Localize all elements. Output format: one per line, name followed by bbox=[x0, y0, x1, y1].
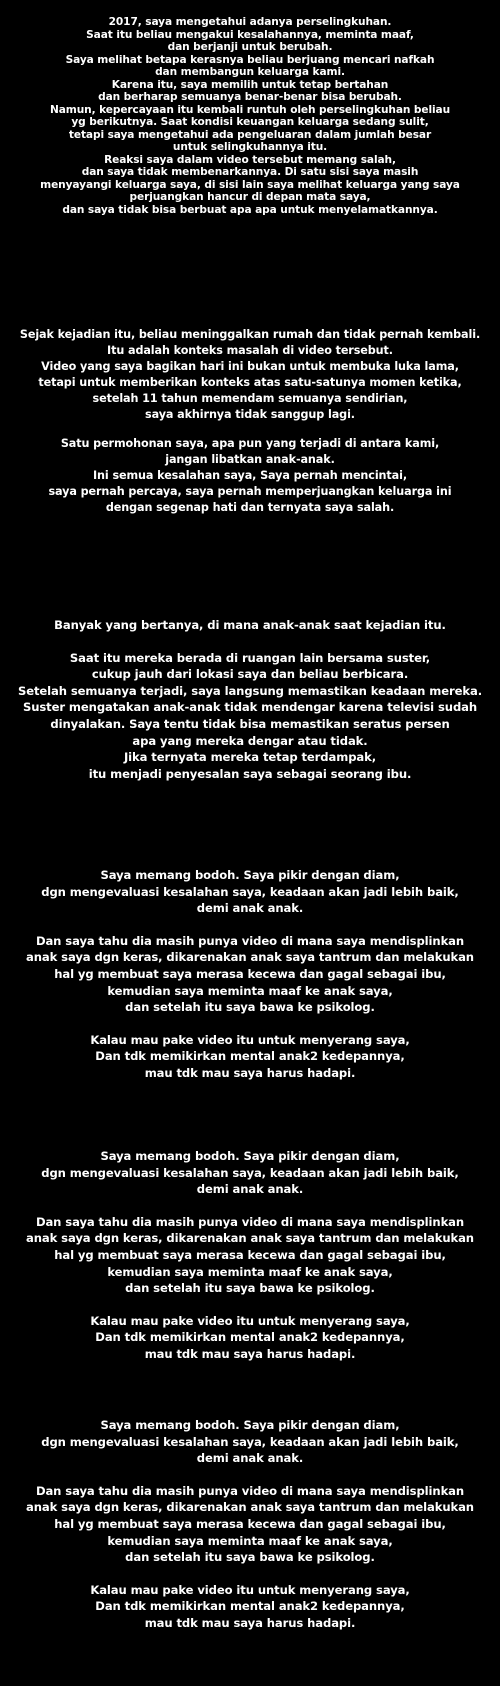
text-line: dengan segenap hati dan ternyata saya salah. bbox=[105, 501, 395, 515]
text-line: setelah 11 tahun memendam semuanya sendirian, bbox=[92, 391, 408, 405]
text-line: perjuangkan hancur di depan mata saya, bbox=[129, 191, 371, 203]
text-line: Dan tdk memikirkan mental anak2 kedepannya, bbox=[95, 1049, 405, 1064]
text-line: mau tdk mau saya harus hadapi. bbox=[144, 1065, 356, 1080]
statement-paragraph-3 bbox=[0, 617, 500, 782]
text-line: Itu adalah konteks masalah di video tersebut. bbox=[107, 343, 393, 357]
paragraph-spacer bbox=[0, 1467, 500, 1483]
paragraph-spacer bbox=[0, 1016, 500, 1032]
text-line: Satu permohonan saya, apa pun yang terjadi di antara kami, bbox=[60, 437, 440, 451]
paragraph-spacer bbox=[0, 1198, 500, 1214]
text-line: hal yg membuat saya merasa kecewa dan gagal sebagai ibu, bbox=[54, 966, 446, 981]
text-line: Karena itu, saya memilih untuk tetap bertahan bbox=[111, 78, 389, 91]
text-line: dan setelah itu saya bawa ke psikolog. bbox=[125, 1000, 375, 1015]
text-line: dan saya tidak bisa berbuat apa apa untuk menyelamatkannya. bbox=[62, 203, 438, 216]
text-line: Jika ternyata mereka tetap terdampak, bbox=[123, 750, 377, 765]
text-line: yg berikutnya. Saat kondisi keuangan keluarga sedang sulit, bbox=[71, 116, 429, 128]
text-line: dan setelah itu saya bawa ke psikolog. bbox=[125, 1550, 375, 1565]
text-line: 2017, saya mengetahui adanya perselingkuhan. bbox=[108, 16, 392, 28]
text-line: anak saya dgn keras, dikarenakan anak saya tantrum dan melakukan bbox=[26, 1500, 474, 1515]
text-line: dgn mengevaluasi kesalahan saya, keadaan akan jadi lebih baik, bbox=[41, 884, 459, 899]
text-line: Saya memang bodoh. Saya pikir dengan diam, bbox=[100, 1149, 400, 1163]
text-line: Dan saya tahu dia masih punya video di mana saya mendisplinkan bbox=[35, 933, 465, 948]
text-line: dan berjanji untuk berubah. bbox=[167, 41, 333, 53]
text-line: dgn mengevaluasi kesalahan saya, keadaan akan jadi lebih baik, bbox=[41, 1434, 459, 1449]
text-line: dan saya tidak membenarkannya. Di satu sisi saya masih bbox=[81, 166, 419, 178]
text-line: Dan tdk memikirkan mental anak2 kedepannya, bbox=[95, 1330, 405, 1345]
text-line: Saat itu beliau mengakui kesalahannya, meminta maaf, bbox=[86, 28, 414, 41]
text-line: dinyalakan. Saya tentu tidak bisa memastikan seratus persen bbox=[50, 716, 450, 731]
text-line: menyayangi keluarga saya, di sisi lain saya melihat keluarga yang saya bbox=[40, 178, 460, 191]
statement-paragraph-2 bbox=[0, 327, 500, 516]
text-line: Kalau mau pake video itu untuk menyerang saya, bbox=[90, 1032, 410, 1047]
text-line: Saya melihat betapa kerasnya beliau berjuang mencari nafkah bbox=[65, 53, 435, 66]
text-line: Kalau mau pake video itu untuk menyerang saya, bbox=[90, 1582, 410, 1597]
statement-paragraph-6 bbox=[0, 1417, 500, 1632]
text-line: Suster mengatakan anak-anak tidak mendengar karena televisi sudah bbox=[22, 700, 478, 715]
text-line: Ini semua kesalahan saya, Saya pernah mencintai, bbox=[92, 469, 408, 483]
text-line: demi anak anak. bbox=[196, 1451, 304, 1466]
text-line: tetapi saya mengetahui ada pengeluaran dalam jumlah besar bbox=[68, 128, 432, 141]
text-line: Setelah semuanya terjadi, saya langsung memastikan keadaan mereka. bbox=[17, 683, 483, 698]
text-line: anak saya dgn keras, dikarenakan anak saya tantrum dan melakukan bbox=[26, 950, 474, 965]
paragraph-spacer bbox=[0, 634, 500, 650]
text-line: tetapi untuk memberikan konteks atas satu-satunya momen ketika, bbox=[38, 375, 462, 389]
text-line: kemudian saya meminta maaf ke anak saya, bbox=[107, 1533, 393, 1548]
statement-paragraph-4 bbox=[0, 867, 500, 1082]
text-line: demi anak anak. bbox=[196, 1182, 304, 1197]
text-line: apa yang mereka dengar atau tidak. bbox=[132, 733, 368, 748]
text-line: Sejak kejadian itu, beliau meninggalkan rumah dan tidak pernah kembali. bbox=[19, 328, 481, 341]
statement-paragraph-5 bbox=[0, 1148, 500, 1363]
text-line: kemudian saya meminta maaf ke anak saya, bbox=[107, 983, 393, 998]
text-line: Saya memang bodoh. Saya pikir dengan diam, bbox=[100, 868, 400, 882]
text-line: Saya memang bodoh. Saya pikir dengan diam, bbox=[100, 1418, 400, 1432]
text-line: demi anak anak. bbox=[196, 901, 304, 916]
text-line: Dan saya tahu dia masih punya video di mana saya mendisplinkan bbox=[35, 1214, 465, 1229]
text-line: Kalau mau pake video itu untuk menyerang saya, bbox=[90, 1313, 410, 1328]
text-line: saya akhirnya tidak sanggup lagi. bbox=[145, 407, 355, 421]
text-line: cukup jauh dari lokasi saya dan beliau berbicara. bbox=[91, 667, 409, 682]
text-line: hal yg membuat saya merasa kecewa dan gagal sebagai ibu, bbox=[54, 1247, 446, 1262]
paragraph-spacer bbox=[0, 1566, 500, 1582]
paragraph-spacer bbox=[0, 422, 500, 436]
paragraph-spacer bbox=[0, 917, 500, 933]
paragraph-spacer bbox=[0, 1297, 500, 1313]
text-line: untuk selingkuhannya itu. bbox=[172, 141, 328, 153]
text-line: mau tdk mau saya harus hadapi. bbox=[144, 1615, 356, 1630]
text-line: Reaksi saya dalam video tersebut memang salah, bbox=[104, 153, 396, 166]
text-line: jangan libatkan anak-anak. bbox=[165, 453, 335, 467]
text-line: itu menjadi penyesalan saya sebagai seorang ibu. bbox=[88, 766, 412, 781]
text-line: mau tdk mau saya harus hadapi. bbox=[144, 1346, 356, 1361]
text-line: Dan saya tahu dia masih punya video di mana saya mendisplinkan bbox=[35, 1483, 465, 1498]
text-line: Namun, kepercayaan itu kembali runtuh oleh perselingkuhan beliau bbox=[49, 103, 451, 116]
text-line: Banyak yang bertanya, di mana anak-anak saat kejadian itu. bbox=[54, 618, 446, 632]
statement-paragraph-1 bbox=[0, 16, 500, 216]
text-line: Video yang saya bagikan hari ini bukan untuk membuka luka lama, bbox=[41, 359, 459, 373]
text-line: dan setelah itu saya bawa ke psikolog. bbox=[125, 1281, 375, 1296]
text-line: dan membangun keluarga kami. bbox=[155, 66, 345, 78]
text-line: saya pernah percaya, saya pernah memperjuangkan keluarga ini bbox=[48, 485, 452, 499]
text-line: Dan tdk memikirkan mental anak2 kedepannya, bbox=[95, 1599, 405, 1614]
text-line: anak saya dgn keras, dikarenakan anak saya tantrum dan melakukan bbox=[26, 1231, 474, 1246]
text-line: hal yg membuat saya merasa kecewa dan gagal sebagai ibu, bbox=[54, 1516, 446, 1531]
text-line: dan berharap semuanya benar-benar bisa berubah. bbox=[98, 91, 402, 103]
text-line: kemudian saya meminta maaf ke anak saya, bbox=[107, 1264, 393, 1279]
text-line: Saat itu mereka berada di ruangan lain bersama suster, bbox=[69, 650, 431, 665]
text-line: dgn mengevaluasi kesalahan saya, keadaan akan jadi lebih baik, bbox=[41, 1165, 459, 1180]
